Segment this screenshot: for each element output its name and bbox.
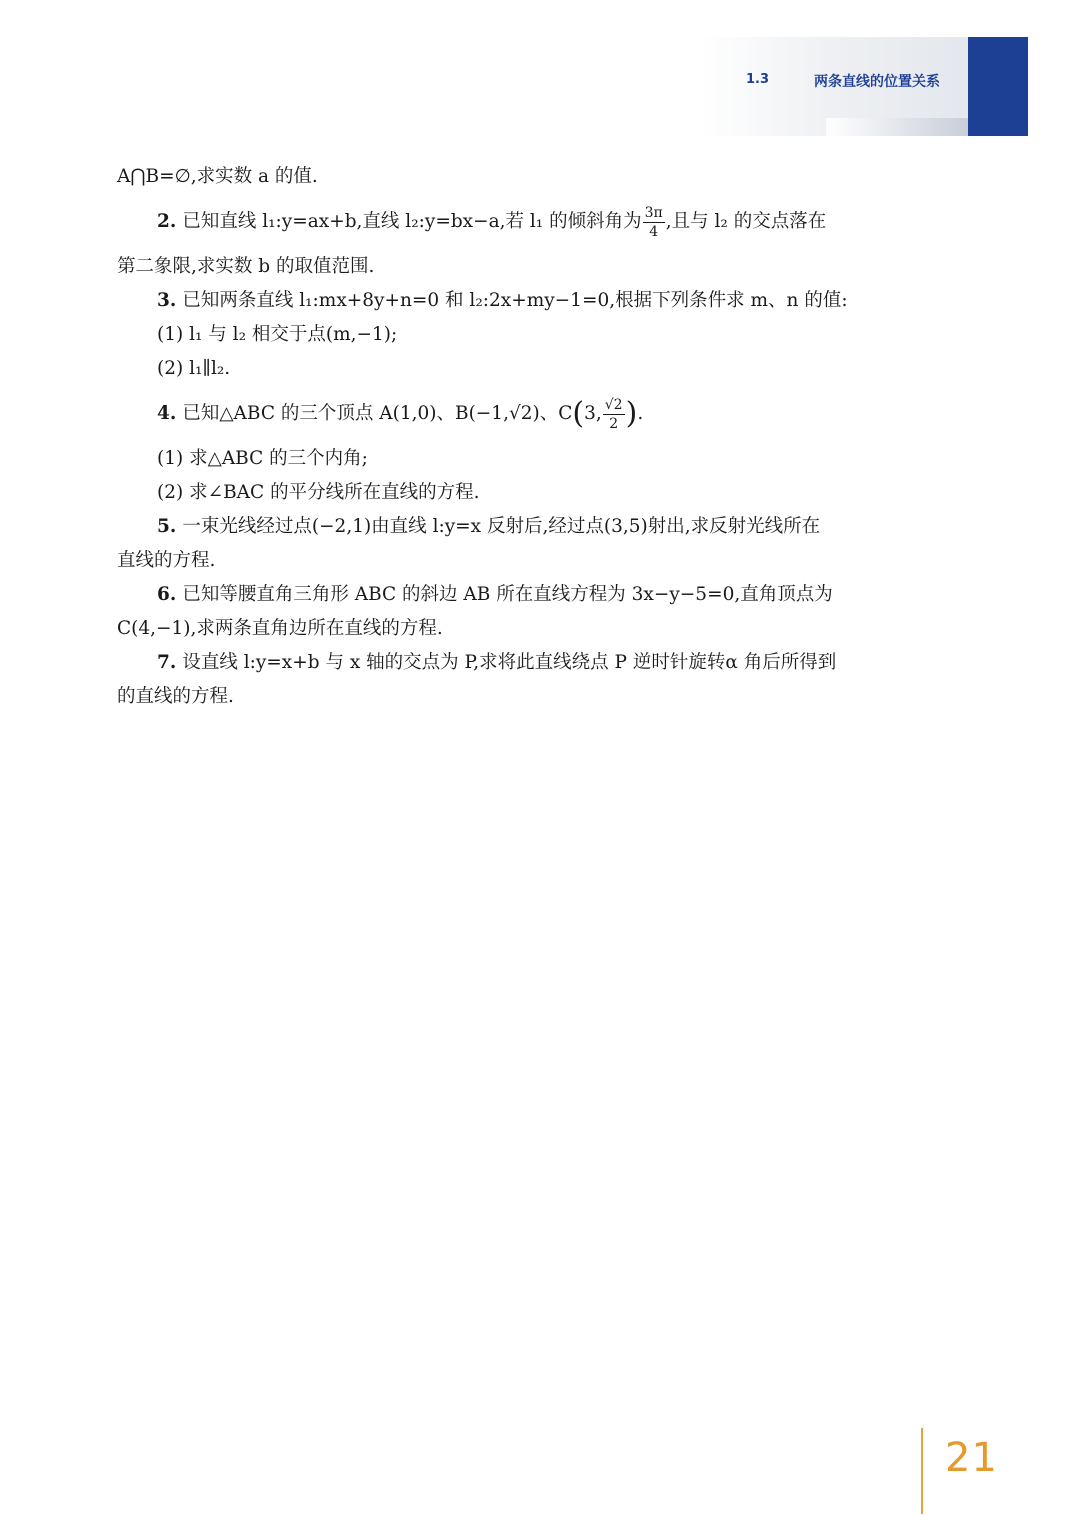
- point-c-x: 3,: [584, 403, 602, 424]
- problem-number: 2.: [157, 211, 177, 232]
- problem-number: 3.: [157, 290, 177, 311]
- problem-text: 一束光线经过点(−2,1)由直线 l:y=x 反射后,经过点(3,5)射出,求反射光线所在: [182, 516, 821, 537]
- page-number: 21: [945, 1435, 998, 1481]
- problem-number: 4.: [157, 403, 177, 424]
- problem-text: 设直线 l:y=x+b 与 x 轴的交点为 P,求将此直线绕点 P 逆时针旋转α 角后所得到: [182, 652, 837, 673]
- problem-6-line-2: C(4,−1),求两条直角边所在直线的方程.: [117, 618, 443, 639]
- problem-2-line-2: 第二象限,求实数 b 的取值范围.: [117, 256, 375, 277]
- paren-close: ): [625, 396, 638, 431]
- problem-text: ,且与 l₂ 的交点落在: [665, 211, 827, 232]
- problem-number: 5.: [157, 516, 177, 537]
- problem-5-line-1: [117, 510, 947, 544]
- fraction-numerator: √2: [604, 396, 623, 413]
- section-title: 两条直线的位置关系: [814, 74, 940, 90]
- problem-number: 7.: [157, 652, 177, 673]
- problem-4-part-2: (2) 求∠BAC 的平分线所在直线的方程.: [157, 482, 480, 503]
- problem-text: 已知等腰直角三角形 ABC 的斜边 AB 所在直线方程为 3x−y−5=0,直角顶点为: [182, 584, 833, 605]
- exercise-text: [117, 160, 947, 714]
- problem-text: 已知△ABC 的三个顶点 A(1,0)、B(−1,√2)、C: [182, 403, 573, 424]
- problem-4-part-1: (1) 求△ABC 的三个内角;: [157, 448, 368, 469]
- problem-5-line-2: 直线的方程.: [117, 550, 216, 571]
- continuation-line: A⋂B=∅,求实数 a 的值.: [117, 166, 318, 187]
- header-stripe: [826, 118, 968, 136]
- period: .: [637, 403, 644, 424]
- problem-3-part-1: (1) l₁ 与 l₂ 相交于点(m,−1);: [157, 324, 398, 345]
- fraction: [603, 396, 625, 433]
- header-blue-block: [968, 37, 1028, 136]
- fraction-numerator: 3π: [644, 204, 663, 221]
- problem-2-line-1: [117, 194, 947, 250]
- fraction-denominator: 4: [649, 223, 659, 240]
- problem-3-line-1: [117, 284, 947, 318]
- problem-7-line-1: [117, 646, 947, 680]
- problem-6-line-1: [117, 578, 947, 612]
- problem-7-line-2: 的直线的方程.: [117, 686, 234, 707]
- page-number-rule: [921, 1428, 923, 1514]
- problem-text: 已知两条直线 l₁:mx+8y+n=0 和 l₂:2x+my−1=0,根据下列条件求 m、n 的值:: [182, 290, 848, 311]
- fraction: [643, 204, 665, 241]
- problem-3-part-2: (2) l₁∥l₂.: [157, 358, 231, 379]
- problem-text: 已知直线 l₁:y=ax+b,直线 l₂:y=bx−a,若 l₁ 的倾斜角为: [182, 211, 642, 232]
- problem-number: 6.: [157, 584, 177, 605]
- section-number: 1.3: [746, 72, 770, 87]
- problem-4-line-1: [117, 386, 947, 442]
- paren-open: (: [572, 396, 585, 431]
- fraction-denominator: 2: [609, 415, 619, 432]
